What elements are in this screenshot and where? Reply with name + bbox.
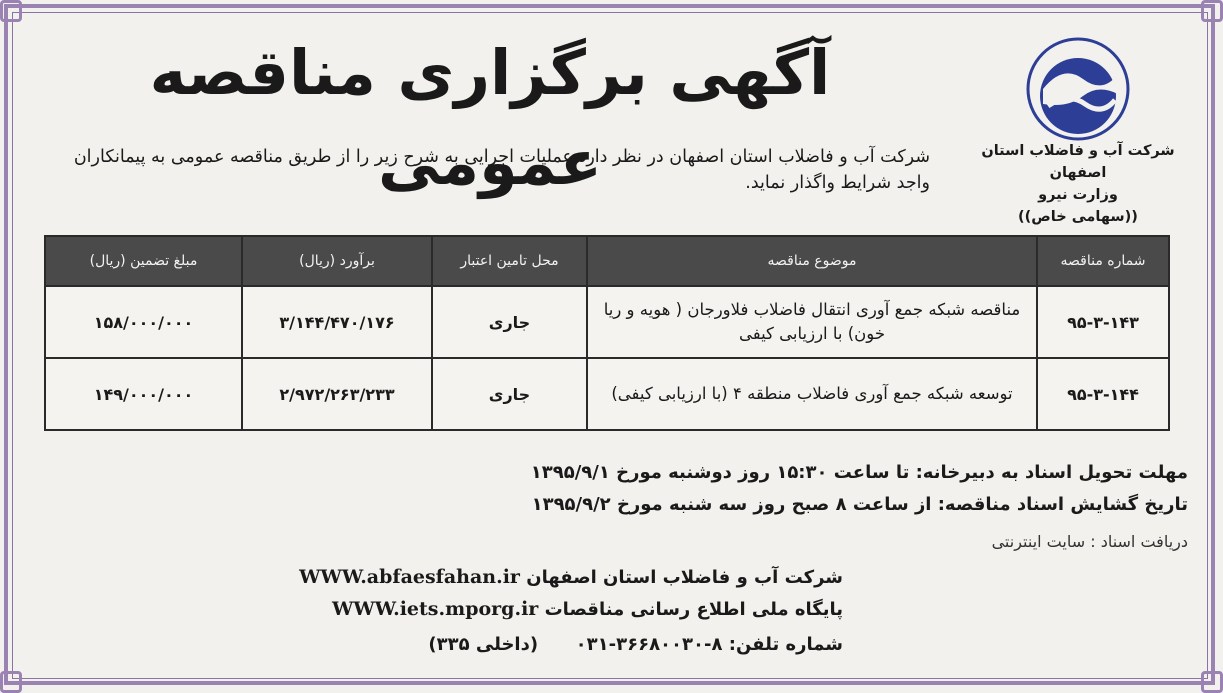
phone-number: شماره تلفن: ۸-۳۶۶۸۰۰۳۰-۰۳۱ (داخلی ۳۳۵) xyxy=(428,634,843,655)
opening-date: تاریخ گشایش اسناد مناقصه: از ساعت ۸ صبح روز سه شنبه مورخ ۱۳۹۵/۹/۲ xyxy=(531,494,1188,515)
org-type: ((سهامی خاص)) xyxy=(1018,209,1138,225)
corner-ornament xyxy=(0,0,22,22)
tender-number: ۹۵-۳-۱۴۳ xyxy=(1037,286,1169,358)
table-row xyxy=(45,286,1169,358)
table-row xyxy=(45,358,1169,430)
contact-company xyxy=(243,566,843,588)
water-drop-logo-icon xyxy=(1023,34,1133,144)
document-receipt: دریافت اسناد : سایت اینترنتی xyxy=(991,532,1188,551)
tender-table xyxy=(44,235,1170,431)
tender-guarantee: ۱۵۸/۰۰۰/۰۰۰ xyxy=(45,286,242,358)
tender-estimate: ۳/۱۴۴/۴۷۰/۱۷۶ xyxy=(242,286,432,358)
contact-portal xyxy=(243,598,843,620)
company-website-link[interactable]: WWW.abfaesfahan.ir xyxy=(299,566,520,588)
tender-number: ۹۵-۳-۱۴۴ xyxy=(1037,358,1169,430)
tender-subject: مناقصه شبکه جمع آوری انتقال فاضلاب فلاورجان ( هویه و ریا خون) با ارزیابی کیفی xyxy=(587,286,1037,358)
tender-guarantee: ۱۴۹/۰۰۰/۰۰۰ xyxy=(45,358,242,430)
intro-paragraph: شرکت آب و فاضلاب استان اصفهان در نظر دارد عملیات اجرایی به شرح زیر را از طریق مناقصه عمومی به پیمانکاران واجد شرایط واگذار نماید. xyxy=(73,147,930,193)
header-number: شماره مناقصه xyxy=(1037,236,1169,286)
org-ministry: وزارت نیرو xyxy=(1038,187,1118,203)
contact-company-label: شرکت آب و فاضلاب استان اصفهان xyxy=(526,567,843,588)
company-logo xyxy=(1023,34,1133,144)
corner-ornament xyxy=(1201,0,1223,22)
organization-block xyxy=(963,140,1193,228)
table-header-row xyxy=(45,236,1169,286)
header-guarantee: مبلغ تضمین (ریال) xyxy=(45,236,242,286)
notice-title: آگهی برگزاری مناقصه عمومی xyxy=(149,36,831,199)
tender-funding: جاری xyxy=(432,358,587,430)
contact-portal-label: پایگاه ملی اطلاع رسانی مناقصات xyxy=(544,599,843,620)
tender-subject: توسعه شبکه جمع آوری فاضلاب منطقه ۴ (با ارزیابی کیفی) xyxy=(587,358,1037,430)
corner-ornament xyxy=(1201,671,1223,693)
org-name: شرکت آب و فاضلاب استان اصفهان xyxy=(981,143,1175,181)
header-subject: موضوع مناقصه xyxy=(587,236,1037,286)
portal-website-link[interactable]: WWW.iets.mporg.ir xyxy=(332,598,539,620)
submission-deadline: مهلت تحویل اسناد به دبیرخانه: تا ساعت ۱۵:۳۰ روز دوشنبه مورخ ۱۳۹۵/۹/۱ xyxy=(530,462,1188,483)
header-estimate: برآورد (ریال) xyxy=(242,236,432,286)
corner-ornament xyxy=(0,671,22,693)
header-funding: محل تامین اعتبار xyxy=(432,236,587,286)
tender-funding: جاری xyxy=(432,286,587,358)
tender-estimate: ۲/۹۷۲/۲۶۳/۲۳۳ xyxy=(242,358,432,430)
